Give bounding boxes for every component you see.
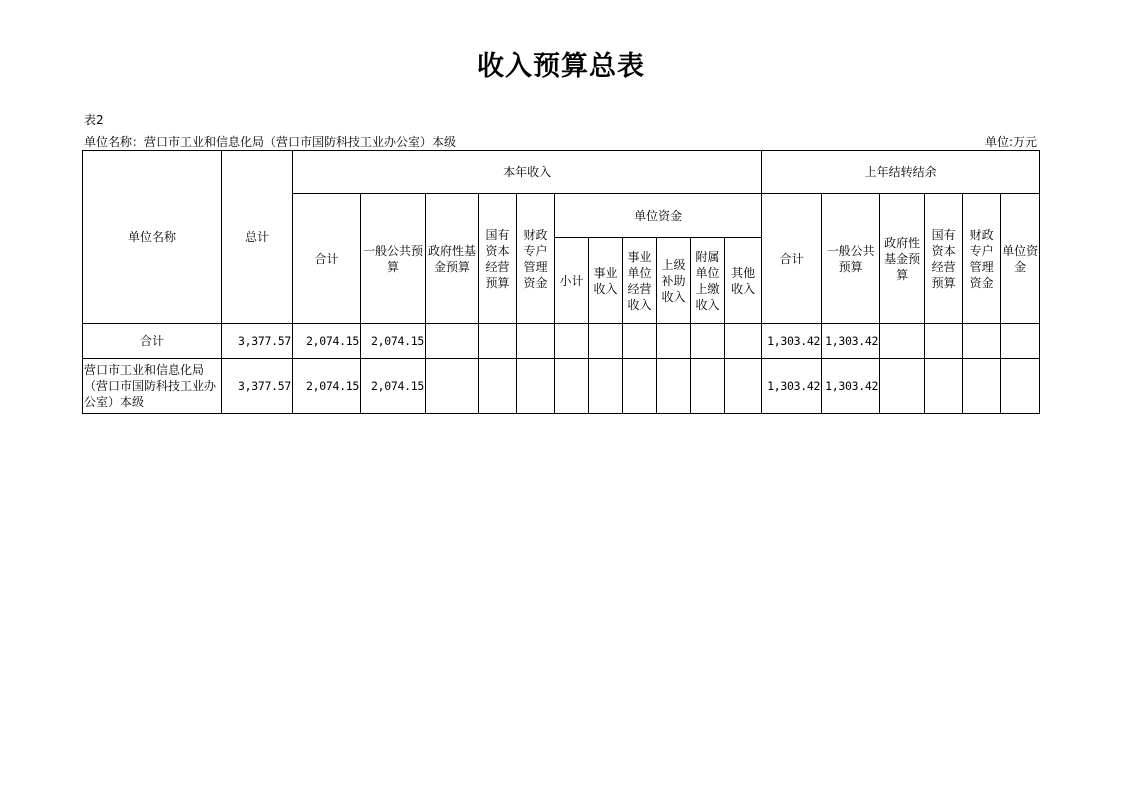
row-uf-affiliated — [691, 324, 725, 359]
row-name: 合计 — [83, 324, 222, 359]
money-unit-label: 单位:万元 — [984, 135, 1037, 149]
header-uf-subsidy-income: 上级补助收入 — [657, 238, 691, 324]
header-uf-subtotal: 小计 — [555, 238, 589, 324]
table-row — [83, 324, 1040, 359]
table-code: 表2 — [84, 113, 104, 127]
row-cy-special — [517, 359, 555, 414]
header-co-general-budget: 一般公共预算 — [822, 194, 880, 324]
row-total: 3,377.57 — [222, 359, 293, 414]
header-co-unit-funds: 单位资金 — [1001, 194, 1040, 324]
header-current-year-income: 本年收入 — [293, 151, 762, 194]
header-co-fund-budget: 政府性基金预算 — [880, 194, 925, 324]
row-uf-subtotal — [555, 359, 589, 414]
table-row — [83, 359, 1040, 414]
row-co-total: 1,303.42 — [762, 324, 822, 359]
row-uf-operating — [623, 324, 657, 359]
row-co-state-capital — [925, 359, 963, 414]
row-cy-special — [517, 324, 555, 359]
header-cy-general-budget: 一般公共预算 — [361, 194, 426, 324]
row-co-unit-funds — [1001, 324, 1040, 359]
header-cy-special-account: 财政专户管理资金 — [517, 194, 555, 324]
header-carryover: 上年结转结余 — [762, 151, 1040, 194]
row-co-general: 1,303.42 — [822, 324, 880, 359]
row-cy-fund — [426, 359, 479, 414]
header-co-state-capital: 国有资本经营预算 — [925, 194, 963, 324]
header-uf-affiliated-income: 附属单位上缴收入 — [691, 238, 725, 324]
row-uf-affiliated — [691, 359, 725, 414]
row-cy-fund — [426, 324, 479, 359]
row-uf-other — [725, 359, 762, 414]
header-unit-name: 单位名称 — [83, 151, 222, 324]
header-uf-operating-income: 事业单位经营收入 — [623, 238, 657, 324]
row-cy-total: 2,074.15 — [293, 324, 361, 359]
row-uf-subsidy — [657, 359, 691, 414]
header-cy-total: 合计 — [293, 194, 361, 324]
row-uf-subsidy — [657, 324, 691, 359]
row-uf-other — [725, 324, 762, 359]
row-uf-business — [589, 324, 623, 359]
row-cy-general: 2,074.15 — [361, 324, 426, 359]
header-co-special-account: 财政专户管理资金 — [963, 194, 1001, 324]
header-co-total: 合计 — [762, 194, 822, 324]
row-cy-state-capital — [479, 359, 517, 414]
header-cy-state-capital: 国有资本经营预算 — [479, 194, 517, 324]
row-co-state-capital — [925, 324, 963, 359]
row-cy-general: 2,074.15 — [361, 359, 426, 414]
row-co-general: 1,303.42 — [822, 359, 880, 414]
row-co-special — [963, 359, 1001, 414]
row-total: 3,377.57 — [222, 324, 293, 359]
row-uf-business — [589, 359, 623, 414]
income-budget-table — [82, 150, 1040, 414]
header-cy-unit-funds: 单位资金 — [555, 194, 762, 238]
row-co-fund — [880, 324, 925, 359]
row-co-fund — [880, 359, 925, 414]
row-co-special — [963, 324, 1001, 359]
row-cy-state-capital — [479, 324, 517, 359]
row-cy-total: 2,074.15 — [293, 359, 361, 414]
page-title: 收入预算总表 — [477, 51, 645, 82]
header-cy-fund-budget: 政府性基金预算 — [426, 194, 479, 324]
header-uf-other-income: 其他收入 — [725, 238, 762, 324]
row-co-total: 1,303.42 — [762, 359, 822, 414]
row-name: 营口市工业和信息化局（营口市国防科技工业办公室）本级 — [83, 359, 222, 414]
header-total: 总计 — [222, 151, 293, 324]
unit-name-label: 单位名称：营口市工业和信息化局（营口市国防科技工业办公室）本级 — [84, 135, 457, 149]
row-co-unit-funds — [1001, 359, 1040, 414]
header-uf-business-income: 事业收入 — [589, 238, 623, 324]
row-uf-operating — [623, 359, 657, 414]
row-uf-subtotal — [555, 324, 589, 359]
